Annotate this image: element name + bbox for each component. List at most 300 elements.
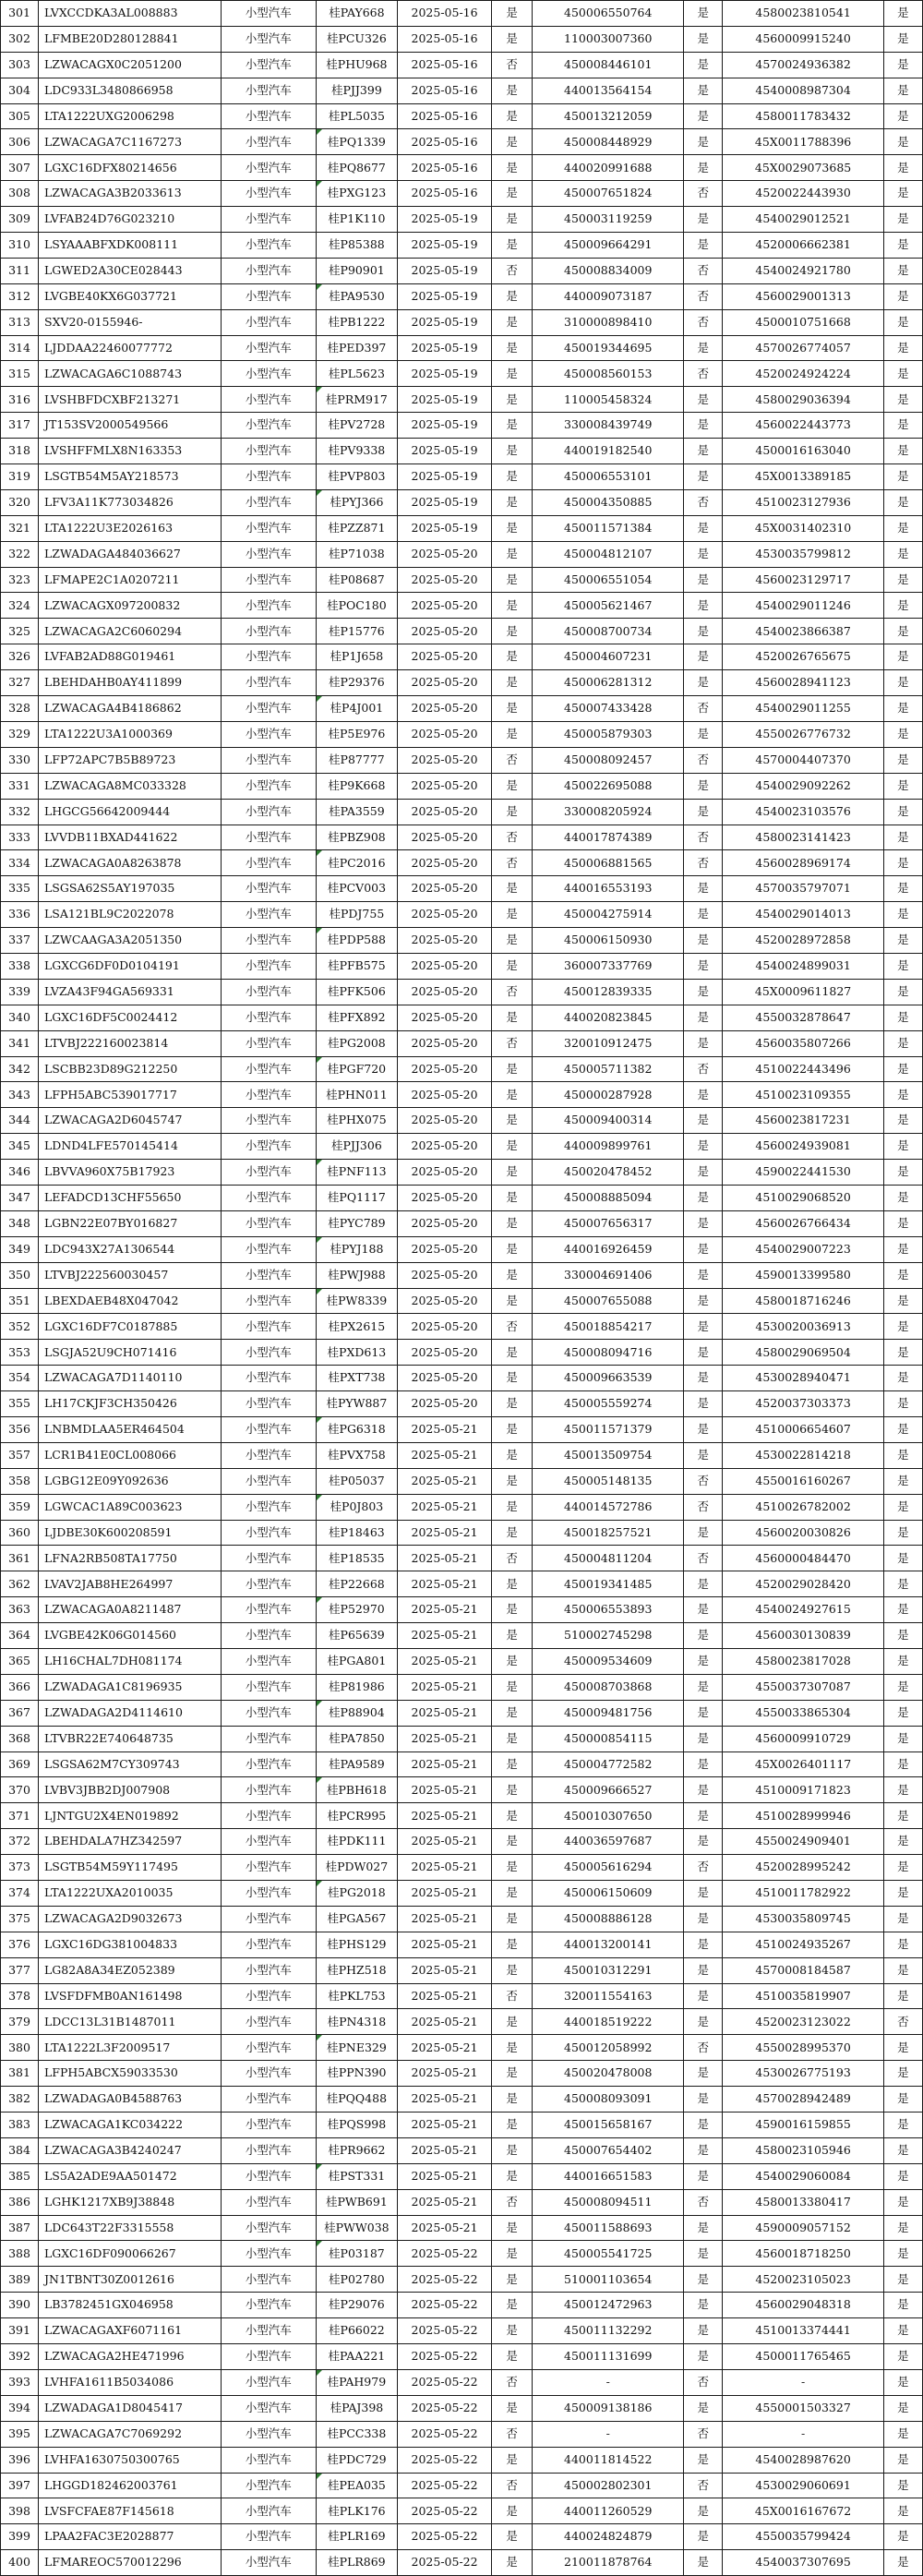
status-a-cell: 是 — [492, 1468, 533, 1494]
status-a-cell: 是 — [492, 953, 533, 979]
status-a-cell: 是 — [492, 464, 533, 490]
vin-cell: LTA1222L3F2009517 — [39, 2035, 222, 2061]
vin-cell: LSYAAABFXDK008111 — [39, 233, 222, 259]
status-b-cell: 是 — [684, 876, 723, 902]
status-c-cell: 是 — [883, 979, 922, 1005]
row-number-cell: 309 — [1, 207, 39, 233]
record-number-cell: 4560023129717 — [723, 567, 884, 593]
status-b-cell: 是 — [684, 1803, 723, 1829]
status-a-cell: 是 — [492, 567, 533, 593]
vin-cell: LSGJA52U9CH071416 — [39, 1340, 222, 1366]
row-number-cell: 369 — [1, 1751, 39, 1777]
vin-cell: LZWADAGA2D4114610 — [39, 1700, 222, 1726]
date-cell: 2025-05-16 — [398, 52, 492, 78]
vin-cell: LFPH5ABCX59033530 — [39, 2061, 222, 2087]
row-number-cell: 367 — [1, 1700, 39, 1726]
table-row — [1, 1468, 923, 1494]
status-b-cell: 是 — [684, 1185, 723, 1210]
status-b-cell: 否 — [684, 2421, 723, 2447]
vehicle-type-cell: 小型汽车 — [221, 799, 316, 825]
status-c-cell: 是 — [883, 696, 922, 722]
plate-number-cell: 桂PC2016 — [316, 850, 397, 876]
date-cell: 2025-05-22 — [398, 2241, 492, 2267]
date-cell: 2025-05-20 — [398, 1340, 492, 1366]
reference-number-cell: 450011131699 — [533, 2344, 684, 2370]
status-c-cell: 是 — [883, 413, 922, 439]
reference-number-cell: 440036597687 — [533, 1829, 684, 1855]
record-number-cell: 45X0009611827 — [723, 979, 884, 1005]
date-cell: 2025-05-21 — [398, 1571, 492, 1597]
status-c-cell: 是 — [883, 2241, 922, 2267]
status-c-cell: 是 — [883, 1030, 922, 1056]
status-b-cell: 否 — [684, 1056, 723, 1082]
status-a-cell: 是 — [492, 1906, 533, 1932]
table-row — [1, 1340, 923, 1366]
table-row — [1, 1957, 923, 1983]
vin-cell: LTVBJ222160023814 — [39, 1030, 222, 1056]
status-c-cell: 是 — [883, 2087, 922, 2113]
reference-number-cell: 450009481756 — [533, 1700, 684, 1726]
table-row — [1, 799, 923, 825]
record-number-cell: 4580023810541 — [723, 1, 884, 27]
table-row — [1, 593, 923, 619]
plate-number-cell: 桂PAJ398 — [316, 2395, 397, 2421]
table-row — [1, 696, 923, 722]
status-b-cell: 是 — [684, 2524, 723, 2550]
status-b-cell: 是 — [684, 1366, 723, 1391]
row-number-cell: 334 — [1, 850, 39, 876]
vin-cell: LB3782451GX046958 — [39, 2293, 222, 2318]
row-number-cell: 387 — [1, 2215, 39, 2241]
status-b-cell: 否 — [684, 1494, 723, 1520]
date-cell: 2025-05-21 — [398, 1829, 492, 1855]
plate-number-cell: 桂PZZ871 — [316, 515, 397, 541]
reference-number-cell: 450006150609 — [533, 1881, 684, 1907]
status-a-cell: 是 — [492, 1, 533, 27]
row-number-cell: 325 — [1, 619, 39, 644]
status-b-cell: 是 — [684, 1288, 723, 1314]
vehicle-type-cell: 小型汽车 — [221, 696, 316, 722]
table-row — [1, 1108, 923, 1134]
table-row — [1, 1829, 923, 1855]
status-c-cell: 是 — [883, 928, 922, 954]
status-b-cell: 是 — [684, 2241, 723, 2267]
row-number-cell: 381 — [1, 2061, 39, 2087]
table-row — [1, 2215, 923, 2241]
vin-cell: LSGSA62S5AY197035 — [39, 876, 222, 902]
status-b-cell: 是 — [684, 2344, 723, 2370]
record-number-cell: 4560000484470 — [723, 1546, 884, 1571]
reference-number-cell: 450013509754 — [533, 1442, 684, 1468]
record-number-cell: 4560029001313 — [723, 283, 884, 309]
record-number-cell: 4560028941123 — [723, 670, 884, 696]
row-number-cell: 373 — [1, 1855, 39, 1881]
status-a-cell: 是 — [492, 361, 533, 387]
status-b-cell: 是 — [684, 670, 723, 696]
status-c-cell: 是 — [883, 2113, 922, 2138]
vin-cell: LBEHDALA7HZ342597 — [39, 1829, 222, 1855]
reference-number-cell: 440011260529 — [533, 2498, 684, 2524]
status-a-cell: 是 — [492, 2215, 533, 2241]
vin-cell: LZWACAGX097200832 — [39, 593, 222, 619]
row-number-cell: 336 — [1, 902, 39, 928]
vin-cell: LH17CKJF3CH350426 — [39, 1391, 222, 1417]
reference-number-cell: 450008448929 — [533, 129, 684, 155]
status-c-cell: 是 — [883, 1314, 922, 1340]
vin-cell: LZWACAGA2D6045747 — [39, 1108, 222, 1134]
status-a-cell: 是 — [492, 2293, 533, 2318]
table-row — [1, 155, 923, 181]
table-row — [1, 1082, 923, 1108]
row-number-cell: 393 — [1, 2369, 39, 2395]
status-b-cell: 是 — [684, 1700, 723, 1726]
vin-cell: SXV20-0155946- — [39, 309, 222, 335]
row-number-cell: 321 — [1, 515, 39, 541]
record-number-cell: 4520023123022 — [723, 2009, 884, 2035]
status-c-cell: 是 — [883, 1751, 922, 1777]
vin-cell: LFV3A11K773034826 — [39, 489, 222, 515]
date-cell: 2025-05-20 — [398, 825, 492, 850]
reference-number-cell: 450006150930 — [533, 928, 684, 954]
record-number-cell: 4560028969174 — [723, 850, 884, 876]
status-a-cell: 是 — [492, 1236, 533, 1262]
vehicle-type-cell: 小型汽车 — [221, 2061, 316, 2087]
row-number-cell: 372 — [1, 1829, 39, 1855]
status-b-cell: 是 — [684, 1597, 723, 1623]
date-cell: 2025-05-21 — [398, 1546, 492, 1571]
reference-number-cell: - — [533, 2421, 684, 2447]
status-b-cell: 是 — [684, 773, 723, 799]
status-b-cell: 是 — [684, 1391, 723, 1417]
vehicle-type-cell: 小型汽车 — [221, 1030, 316, 1056]
table-row — [1, 1649, 923, 1675]
plate-number-cell: 桂PHZ518 — [316, 1957, 397, 1983]
status-b-cell: 是 — [684, 1108, 723, 1134]
status-b-cell: 是 — [684, 2550, 723, 2576]
status-b-cell: 是 — [684, 2215, 723, 2241]
table-row — [1, 1262, 923, 1288]
table-row — [1, 1906, 923, 1932]
record-number-cell: 4580023817028 — [723, 1649, 884, 1675]
status-c-cell: 是 — [883, 155, 922, 181]
vehicle-type-cell: 小型汽车 — [221, 413, 316, 439]
date-cell: 2025-05-21 — [398, 2113, 492, 2138]
status-c-cell: 是 — [883, 1005, 922, 1030]
vehicle-type-cell: 小型汽车 — [221, 1649, 316, 1675]
status-a-cell: 是 — [492, 2113, 533, 2138]
status-b-cell: 是 — [684, 1236, 723, 1262]
vin-cell: LGXC16DF5C0024412 — [39, 1005, 222, 1030]
plate-number-cell: 桂PHX075 — [316, 1108, 397, 1134]
status-b-cell: 是 — [684, 2293, 723, 2318]
vehicle-type-cell: 小型汽车 — [221, 1881, 316, 1907]
plate-number-cell: 桂PQS998 — [316, 2113, 397, 2138]
record-number-cell: 45X0013389185 — [723, 464, 884, 490]
vin-cell: LZWACAGA2D9032673 — [39, 1906, 222, 1932]
record-number-cell: 4520026765675 — [723, 644, 884, 670]
reference-number-cell: 450007655088 — [533, 1288, 684, 1314]
status-a-cell: 是 — [492, 1262, 533, 1288]
date-cell: 2025-05-22 — [398, 2498, 492, 2524]
row-number-cell: 317 — [1, 413, 39, 439]
row-number-cell: 304 — [1, 78, 39, 103]
vin-cell: LDND4LFE570145414 — [39, 1134, 222, 1160]
plate-number-cell: 桂PLR169 — [316, 2524, 397, 2550]
reference-number-cell: 450008094511 — [533, 2189, 684, 2215]
reference-number-cell: 450008094716 — [533, 1340, 684, 1366]
status-a-cell: 是 — [492, 2395, 533, 2421]
status-b-cell: 否 — [684, 850, 723, 876]
date-cell: 2025-05-20 — [398, 747, 492, 773]
table-row — [1, 1932, 923, 1957]
reference-number-cell: 450006553893 — [533, 1597, 684, 1623]
date-cell: 2025-05-20 — [398, 928, 492, 954]
table-row — [1, 2421, 923, 2447]
vehicle-type-cell: 小型汽车 — [221, 2293, 316, 2318]
reference-number-cell: 450008560153 — [533, 361, 684, 387]
status-a-cell: 是 — [492, 773, 533, 799]
vehicle-type-cell: 小型汽车 — [221, 207, 316, 233]
status-b-cell: 是 — [684, 1520, 723, 1546]
vin-cell: LVBV3JBB2DJ007908 — [39, 1777, 222, 1803]
reference-number-cell: 330004691406 — [533, 1262, 684, 1288]
plate-number-cell: 桂P87777 — [316, 747, 397, 773]
vin-cell: LZWADAGA1D8045417 — [39, 2395, 222, 2421]
row-number-cell: 303 — [1, 52, 39, 78]
record-number-cell: 4520023105023 — [723, 2267, 884, 2293]
status-a-cell: 否 — [492, 52, 533, 78]
row-number-cell: 364 — [1, 1623, 39, 1649]
record-number-cell: 45X0031402310 — [723, 515, 884, 541]
table-row — [1, 1442, 923, 1468]
vehicle-type-cell: 小型汽车 — [221, 26, 316, 52]
plate-number-cell: 桂P05037 — [316, 1468, 397, 1494]
record-number-cell: 4580029069504 — [723, 1340, 884, 1366]
record-number-cell: 4510013374441 — [723, 2318, 884, 2344]
status-c-cell: 是 — [883, 489, 922, 515]
record-number-cell: 4580018716246 — [723, 1288, 884, 1314]
plate-number-cell: 桂P5E976 — [316, 721, 397, 747]
date-cell: 2025-05-21 — [398, 1520, 492, 1546]
status-a-cell: 是 — [492, 1160, 533, 1186]
vehicle-type-cell: 小型汽车 — [221, 1623, 316, 1649]
table-row — [1, 1366, 923, 1391]
vin-cell: LFNA2RB508TA17750 — [39, 1546, 222, 1571]
vin-cell: LZWADAGA1C8196935 — [39, 1674, 222, 1700]
table-row — [1, 2395, 923, 2421]
record-number-cell: 4520024924224 — [723, 361, 884, 387]
row-number-cell: 320 — [1, 489, 39, 515]
record-number-cell: 4530028940471 — [723, 1366, 884, 1391]
plate-number-cell: 桂PGA567 — [316, 1906, 397, 1932]
vin-cell: LZWCAAGA3A2051350 — [39, 928, 222, 954]
status-b-cell: 否 — [684, 2369, 723, 2395]
status-b-cell: 否 — [684, 2035, 723, 2061]
vin-cell: JN1TBNT30Z0012616 — [39, 2267, 222, 2293]
vehicle-type-cell: 小型汽车 — [221, 850, 316, 876]
row-number-cell: 314 — [1, 335, 39, 361]
status-a-cell: 是 — [492, 1520, 533, 1546]
vin-cell: LGXC16DF7C0187885 — [39, 1314, 222, 1340]
vin-cell: LZWACAGA0A8263878 — [39, 850, 222, 876]
row-number-cell: 368 — [1, 1726, 39, 1751]
record-number-cell: 4570004407370 — [723, 747, 884, 773]
status-c-cell: 是 — [883, 52, 922, 78]
status-c-cell: 是 — [883, 1700, 922, 1726]
table-row — [1, 1391, 923, 1417]
plate-number-cell: 桂PDW027 — [316, 1855, 397, 1881]
status-a-cell: 是 — [492, 1957, 533, 1983]
vin-cell: LVGBE42K06G014560 — [39, 1623, 222, 1649]
date-cell: 2025-05-21 — [398, 1932, 492, 1957]
date-cell: 2025-05-20 — [398, 902, 492, 928]
record-number-cell: 4540029007223 — [723, 1236, 884, 1262]
status-b-cell: 是 — [684, 2447, 723, 2473]
status-a-cell: 是 — [492, 1416, 533, 1442]
plate-number-cell: 桂PRM917 — [316, 387, 397, 413]
row-number-cell: 333 — [1, 825, 39, 850]
record-number-cell: 4520022443930 — [723, 181, 884, 207]
date-cell: 2025-05-21 — [398, 2137, 492, 2163]
row-number-cell: 315 — [1, 361, 39, 387]
vehicle-type-cell: 小型汽车 — [221, 1803, 316, 1829]
vin-cell: LSGSA62M7CY309743 — [39, 1751, 222, 1777]
record-number-cell: 45X0029073685 — [723, 155, 884, 181]
row-number-cell: 354 — [1, 1366, 39, 1391]
vin-cell: LZWACAGX0C2051200 — [39, 52, 222, 78]
record-number-cell: 4550026776732 — [723, 721, 884, 747]
status-b-cell: 是 — [684, 52, 723, 78]
vehicle-type-cell: 小型汽车 — [221, 2447, 316, 2473]
status-c-cell: 是 — [883, 2550, 922, 2576]
vehicle-type-cell: 小型汽车 — [221, 747, 316, 773]
status-a-cell: 是 — [492, 593, 533, 619]
table-row — [1, 2241, 923, 2267]
date-cell: 2025-05-19 — [398, 309, 492, 335]
date-cell: 2025-05-21 — [398, 1726, 492, 1751]
vehicle-type-cell: 小型汽车 — [221, 155, 316, 181]
status-b-cell: 是 — [684, 413, 723, 439]
status-c-cell: 是 — [883, 335, 922, 361]
status-b-cell: 否 — [684, 1546, 723, 1571]
vehicle-type-cell: 小型汽车 — [221, 1674, 316, 1700]
record-number-cell: 4560018718250 — [723, 2241, 884, 2267]
status-a-cell: 是 — [492, 2035, 533, 2061]
record-number-cell: 4530026775193 — [723, 2061, 884, 2087]
date-cell: 2025-05-21 — [398, 1881, 492, 1907]
reference-number-cell: 440016553193 — [533, 876, 684, 902]
vehicle-type-cell: 小型汽车 — [221, 2344, 316, 2370]
record-number-cell: 4570028942489 — [723, 2087, 884, 2113]
status-c-cell: 是 — [883, 1623, 922, 1649]
date-cell: 2025-05-16 — [398, 103, 492, 129]
status-b-cell: 是 — [684, 1442, 723, 1468]
reference-number-cell: 440009073187 — [533, 283, 684, 309]
status-a-cell: 是 — [492, 515, 533, 541]
vehicle-type-cell: 小型汽车 — [221, 876, 316, 902]
vehicle-type-cell: 小型汽车 — [221, 1546, 316, 1571]
record-number-cell: 4550001503327 — [723, 2395, 884, 2421]
date-cell: 2025-05-19 — [398, 439, 492, 464]
vin-cell: LVSHBFDCXBF213271 — [39, 387, 222, 413]
vin-cell: LCR1B41E0CL008066 — [39, 1442, 222, 1468]
reference-number-cell: 510001103654 — [533, 2267, 684, 2293]
status-b-cell: 是 — [684, 644, 723, 670]
status-b-cell: 是 — [684, 2061, 723, 2087]
status-b-cell: 是 — [684, 1210, 723, 1236]
reference-number-cell: 440017874389 — [533, 825, 684, 850]
table-row — [1, 850, 923, 876]
date-cell: 2025-05-21 — [398, 1623, 492, 1649]
date-cell: 2025-05-20 — [398, 876, 492, 902]
reference-number-cell: 450012058992 — [533, 2035, 684, 2061]
table-row — [1, 1623, 923, 1649]
row-number-cell: 312 — [1, 283, 39, 309]
status-c-cell: 是 — [883, 670, 922, 696]
row-number-cell: 347 — [1, 1185, 39, 1210]
status-c-cell: 是 — [883, 439, 922, 464]
reference-number-cell: 330008439749 — [533, 413, 684, 439]
table-row — [1, 1520, 923, 1546]
status-b-cell: 是 — [684, 593, 723, 619]
vehicle-type-cell: 小型汽车 — [221, 515, 316, 541]
plate-number-cell: 桂PYW887 — [316, 1391, 397, 1417]
status-b-cell: 是 — [684, 953, 723, 979]
reference-number-cell: 450009664291 — [533, 233, 684, 259]
table-row — [1, 2137, 923, 2163]
vehicle-type-cell: 小型汽车 — [221, 2215, 316, 2241]
status-b-cell: 是 — [684, 1416, 723, 1442]
vehicle-type-cell: 小型汽车 — [221, 1494, 316, 1520]
table-row — [1, 567, 923, 593]
row-number-cell: 301 — [1, 1, 39, 27]
status-c-cell: 是 — [883, 283, 922, 309]
status-b-cell: 是 — [684, 155, 723, 181]
status-c-cell: 是 — [883, 1442, 922, 1468]
table-row — [1, 1005, 923, 1030]
vehicle-type-cell: 小型汽车 — [221, 1262, 316, 1288]
row-number-cell: 395 — [1, 2421, 39, 2447]
reference-number-cell: 450005541725 — [533, 2241, 684, 2267]
vehicle-type-cell: 小型汽车 — [221, 2035, 316, 2061]
record-number-cell: 4570035797071 — [723, 876, 884, 902]
table-row — [1, 283, 923, 309]
status-c-cell: 是 — [883, 1777, 922, 1803]
status-a-cell: 是 — [492, 489, 533, 515]
status-b-cell: 是 — [684, 541, 723, 567]
status-c-cell: 是 — [883, 1957, 922, 1983]
status-a-cell: 否 — [492, 2189, 533, 2215]
vehicle-type-cell: 小型汽车 — [221, 979, 316, 1005]
record-number-cell: 4550032878647 — [723, 1005, 884, 1030]
vehicle-type-cell: 小型汽车 — [221, 1005, 316, 1030]
vin-cell: LJDDAA22460077772 — [39, 335, 222, 361]
status-b-cell: 否 — [684, 825, 723, 850]
status-c-cell: 是 — [883, 1288, 922, 1314]
date-cell: 2025-05-22 — [398, 2421, 492, 2447]
status-a-cell: 是 — [492, 696, 533, 722]
table-row — [1, 670, 923, 696]
record-number-cell: 4540037307695 — [723, 2550, 884, 2576]
table-row — [1, 747, 923, 773]
status-c-cell: 是 — [883, 2473, 922, 2498]
vin-cell: LFMAREOC570012296 — [39, 2550, 222, 2576]
table-row — [1, 207, 923, 233]
reference-number-cell: 450005879303 — [533, 721, 684, 747]
vin-cell: LBEXDAEB48X047042 — [39, 1288, 222, 1314]
vin-cell: LZWACAGA7C7069292 — [39, 2421, 222, 2447]
status-b-cell: 否 — [684, 361, 723, 387]
